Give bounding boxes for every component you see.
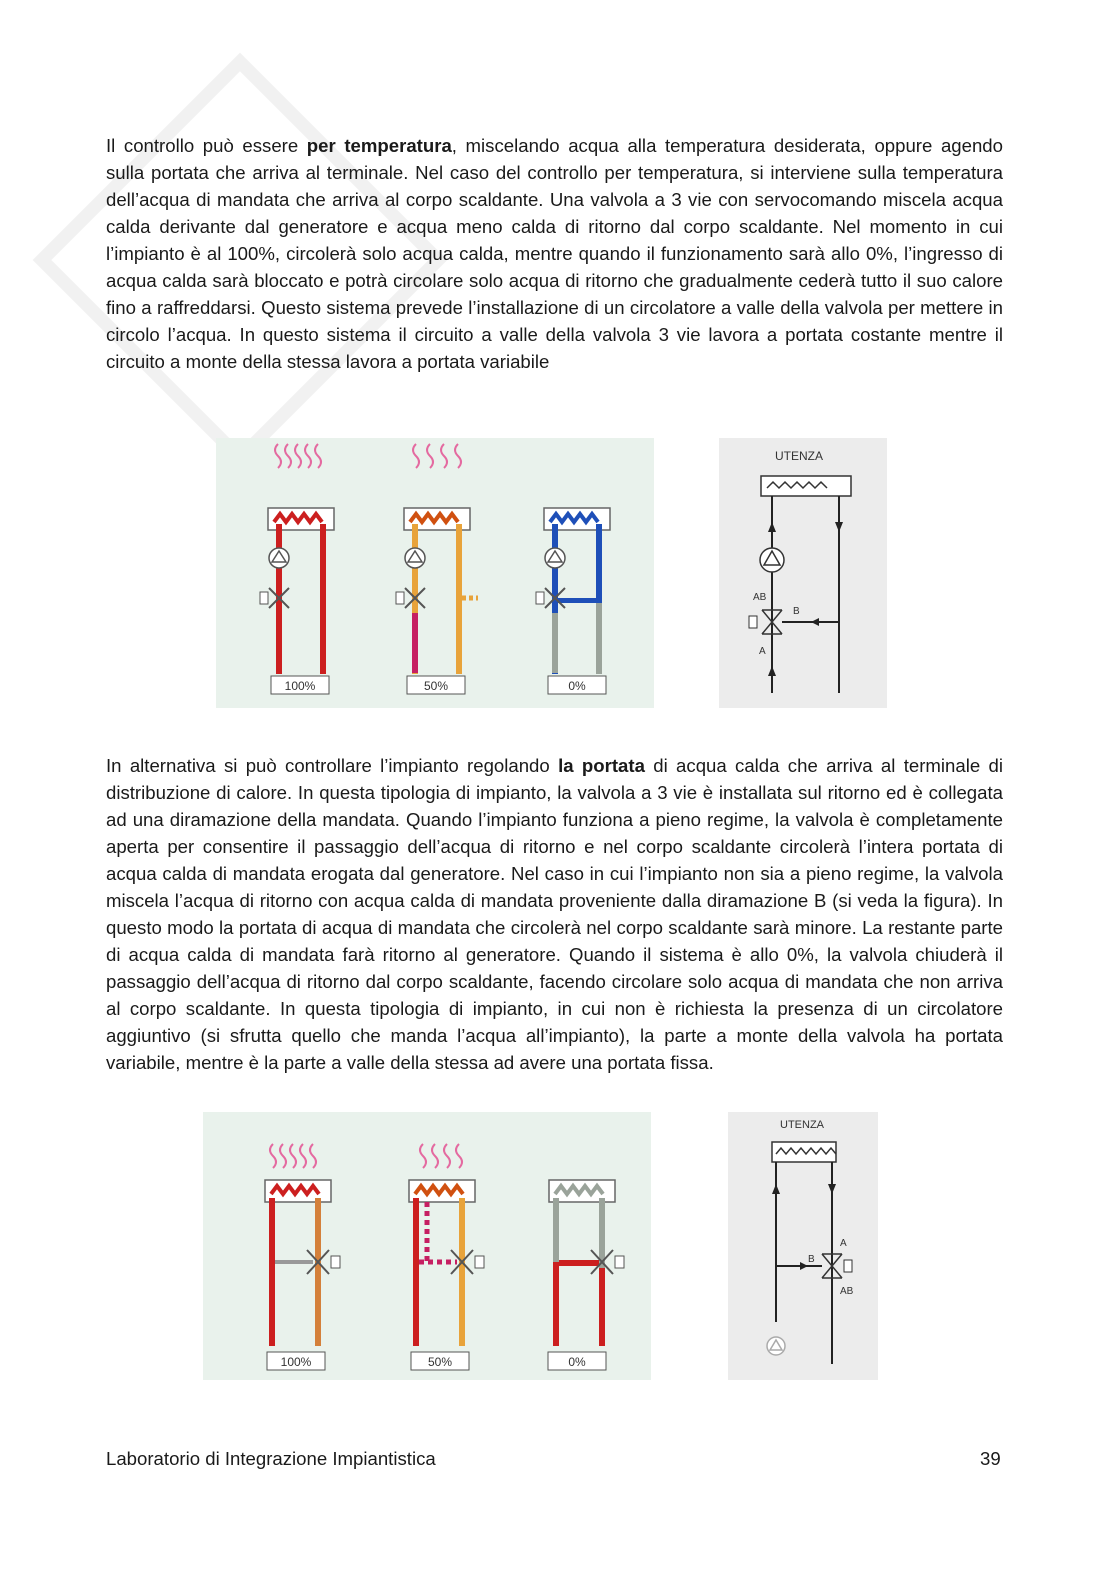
port-ab-label: AB bbox=[753, 592, 767, 603]
footer-title: Laboratorio di Integrazione Impiantistica bbox=[106, 1448, 436, 1469]
schematic-title: UTENZA bbox=[775, 449, 823, 463]
p2-bold-term: la portata bbox=[558, 755, 645, 776]
port-b-label: B bbox=[793, 606, 800, 617]
paragraph-temperature-control bbox=[106, 132, 1003, 375]
label-0: 0% bbox=[568, 1355, 586, 1369]
label-0: 0% bbox=[568, 679, 586, 693]
p1-text-after: , miscelando acqua alla temperatura desiderata, oppure agendo sulla portata che arriva al terminale. Nel caso del controllo per temperatura, si interviene sulla temperatura dell’acqua di mandata che arriva al corpo scaldante. Una valvola a 3 vie con servocomando miscela acqua calda derivante dal generatore e acqua meno calda di ritorno dal corpo scaldante. Nel momento in cui l’impianto è al 100%, circolerà solo acqua calda, mentre quando il funzionamento sarà allo 0%, l’ingresso di acqua calda sarà bloccato e potrà circolare solo acqua di ritorno che gradualmente cederà tutto il suo calore fino a raffreddarsi. Questo sistema prevede l’installazione di un circolatore a valle della valvola per mettere in circolo l’acqua. In questo sistema il circuito a valle della valvola 3 vie lavora a portata costante mentre il circuito a monte della stessa lavora a portata variabile bbox=[106, 135, 1003, 372]
schematic-title: UTENZA bbox=[780, 1119, 824, 1131]
p2-text-before: In alternativa si può controllare l’impianto regolando bbox=[106, 755, 559, 776]
port-b-label: B bbox=[808, 1254, 815, 1265]
port-a-label: A bbox=[759, 646, 766, 657]
port-a-label: A bbox=[840, 1238, 847, 1249]
label-100: 100% bbox=[280, 1355, 312, 1369]
label-50: 50% bbox=[423, 679, 449, 693]
schematic-flow-control bbox=[728, 1112, 878, 1380]
figure-flow-control bbox=[203, 1112, 651, 1380]
page-number: 39 bbox=[980, 1448, 1001, 1469]
figure-temperature-control bbox=[216, 438, 654, 708]
label-50: 50% bbox=[427, 1355, 453, 1369]
paragraph-flow-control bbox=[106, 752, 1003, 1076]
p1-bold-term: per temperatura bbox=[306, 135, 452, 156]
p1-text-before: Il controllo può essere bbox=[106, 135, 307, 156]
label-100: 100% bbox=[284, 679, 316, 693]
p2-text-after: di acqua calda che arriva al terminale di distribuzione di calore. In questa tipologia di impianto, la valvola a 3 vie è installata sul ritorno ed è collegata ad una diramazione della mandata. Quando l’impianto funziona a pieno regime, la valvola è completamente aperta per consentire il passaggio dell’acqua di ritorno e nel corpo scaldante circolerà l’intera portata di acqua calda di mandata erogata dal generatore. Nel caso in cui l’impianto non sia a pieno regime, la valvola miscela l’acqua di ritorno con acqua calda di mandata proveniente dalla diramazione B (si veda la figura). In questo modo la portata di acqua di mandata che circolerà nel corpo scaldante sarà minore. La restante parte di acqua calda di mandata farà ritorno al generatore. Quando il sistema è allo 0%, la valvola chiuderà il passaggio dell’acqua di ritorno dal corpo scaldante, facendo circolare solo acqua di mandata che non arriva al corpo scaldante. In questa tipologia di impianto, in cui non è richiesta la presenza di un circolatore aggiuntivo (si sfrutta quello che manda l’acqua all’impianto), la parte a monte della valvola ha portata variabile, mentre è la parte a valle della stessa ad avere una portata fissa. bbox=[106, 755, 1003, 1073]
schematic-temperature-control bbox=[719, 438, 887, 708]
port-ab-label: AB bbox=[840, 1286, 854, 1297]
